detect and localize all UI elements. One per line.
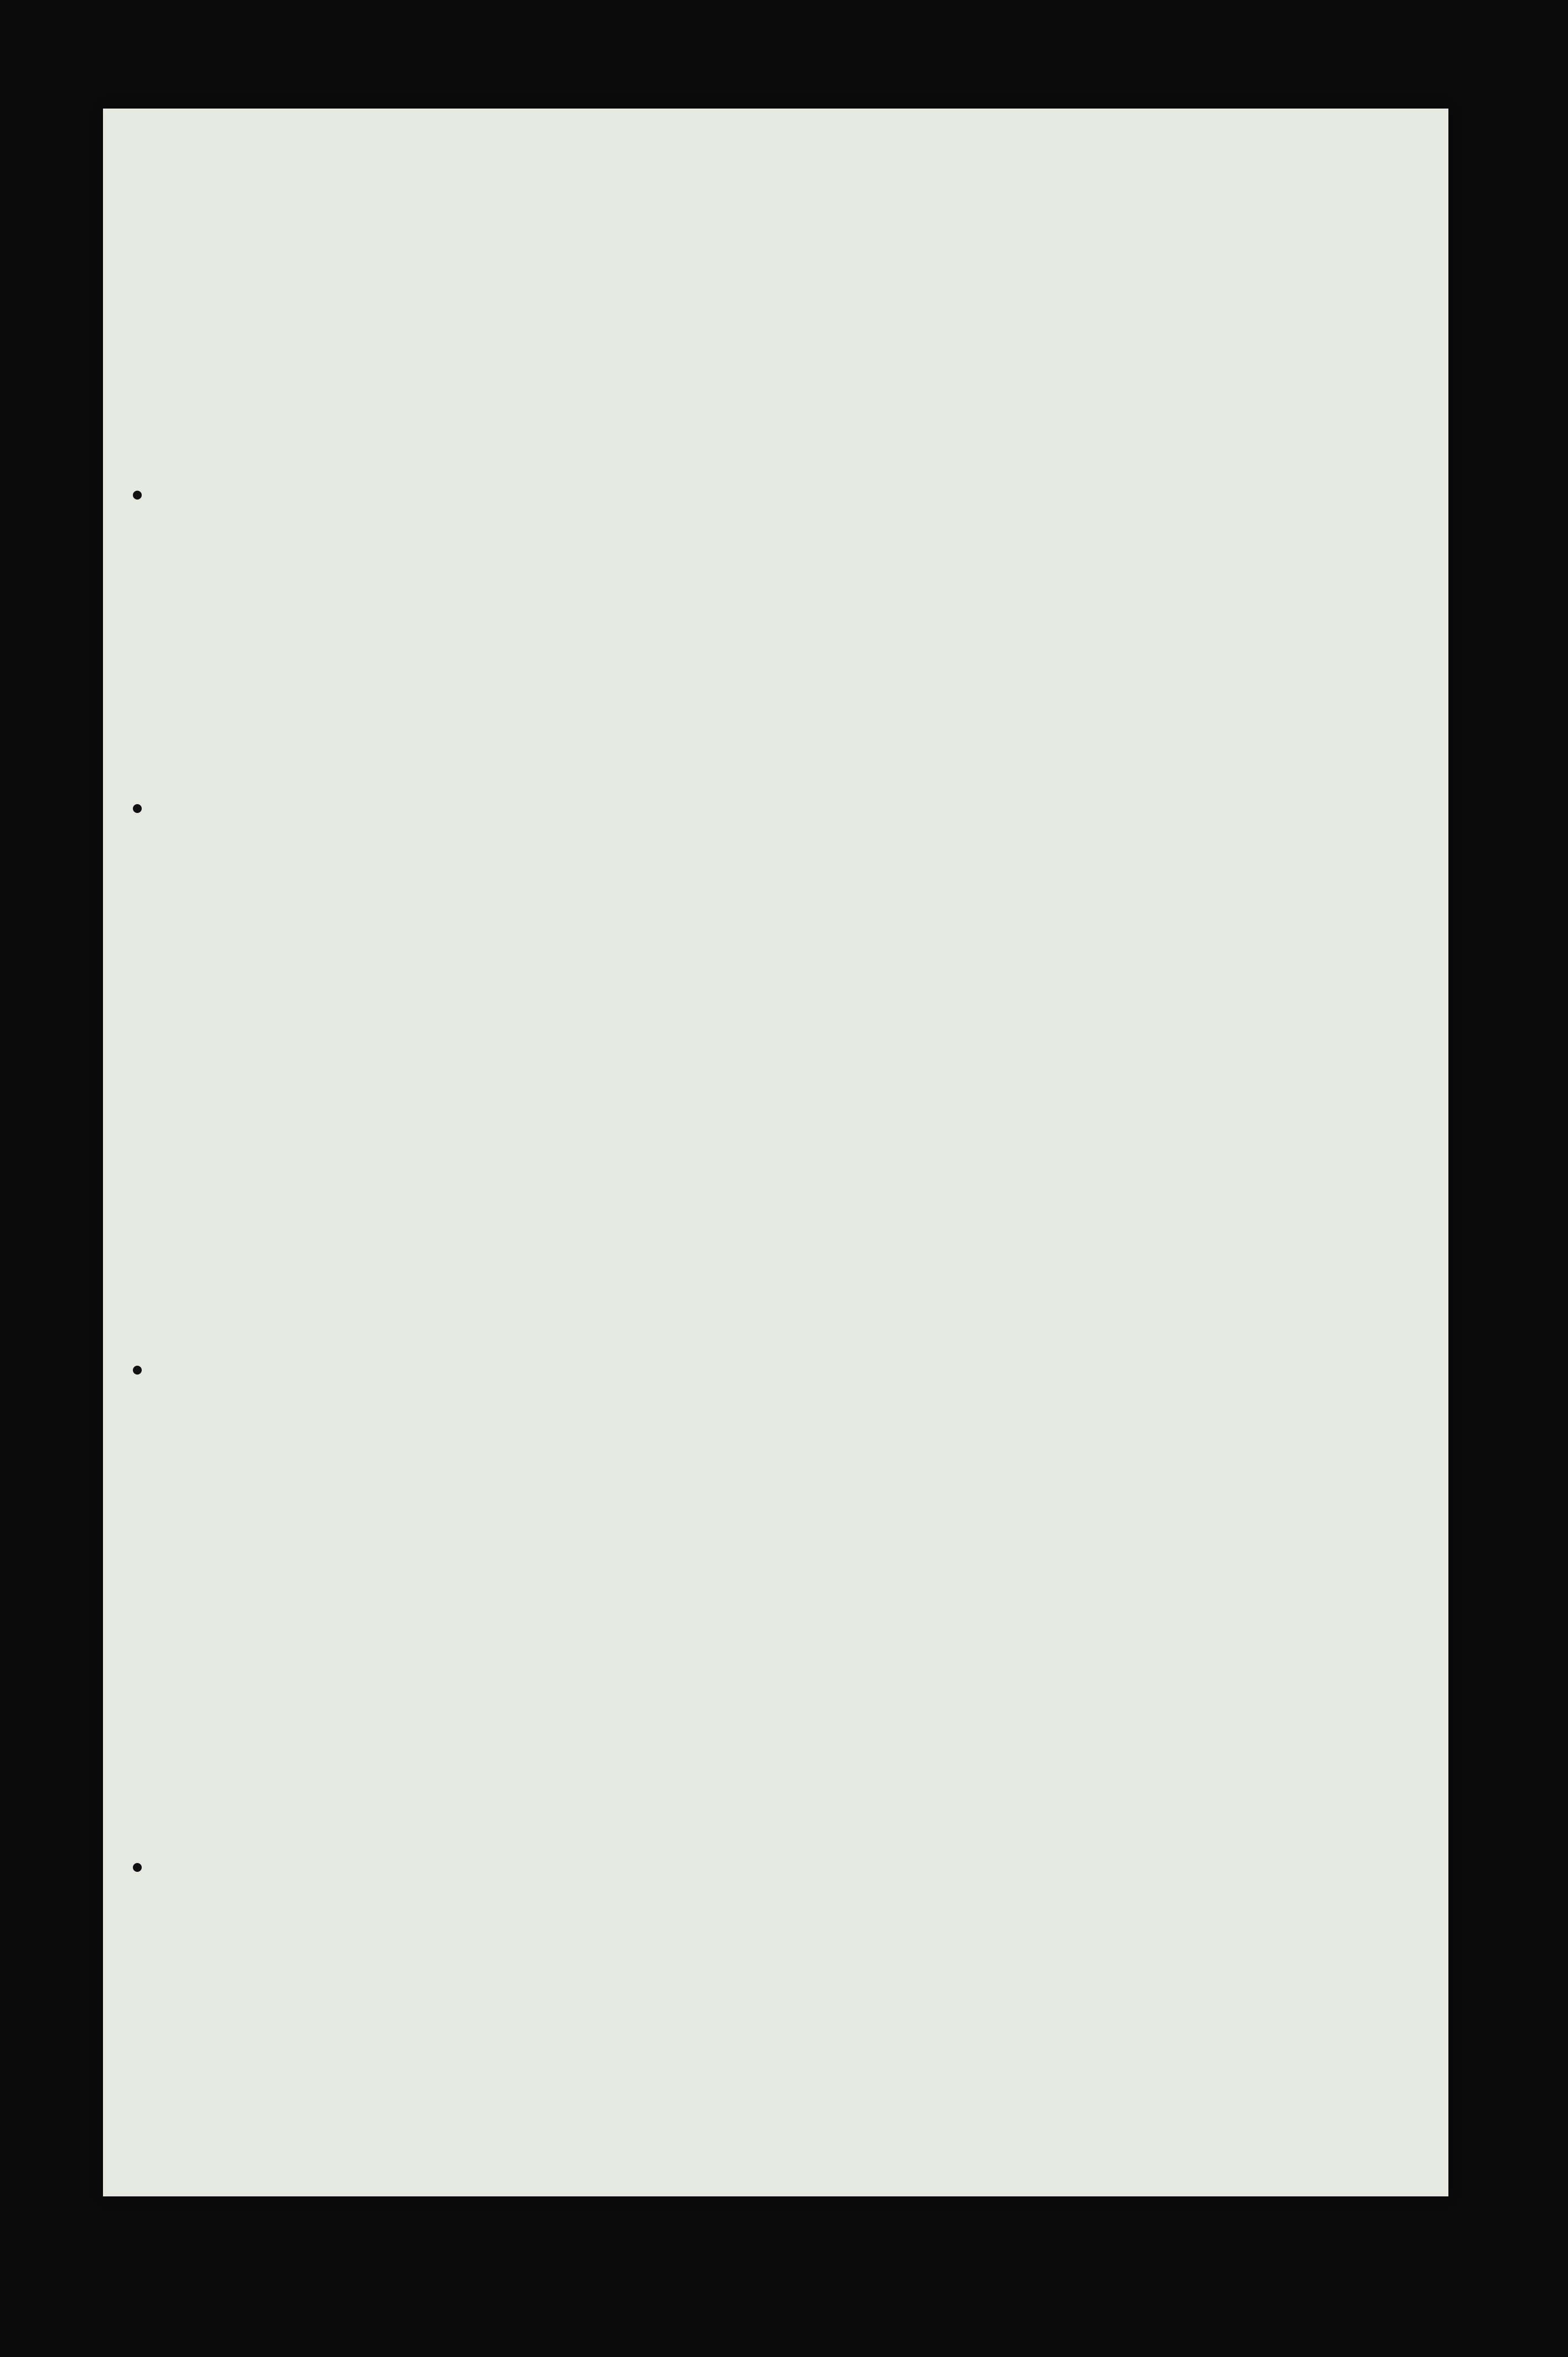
punch-hole <box>133 1863 142 1872</box>
document-page <box>103 109 1448 2196</box>
punch-hole <box>133 804 142 813</box>
punch-hole <box>133 1366 142 1375</box>
punch-hole <box>133 491 142 500</box>
